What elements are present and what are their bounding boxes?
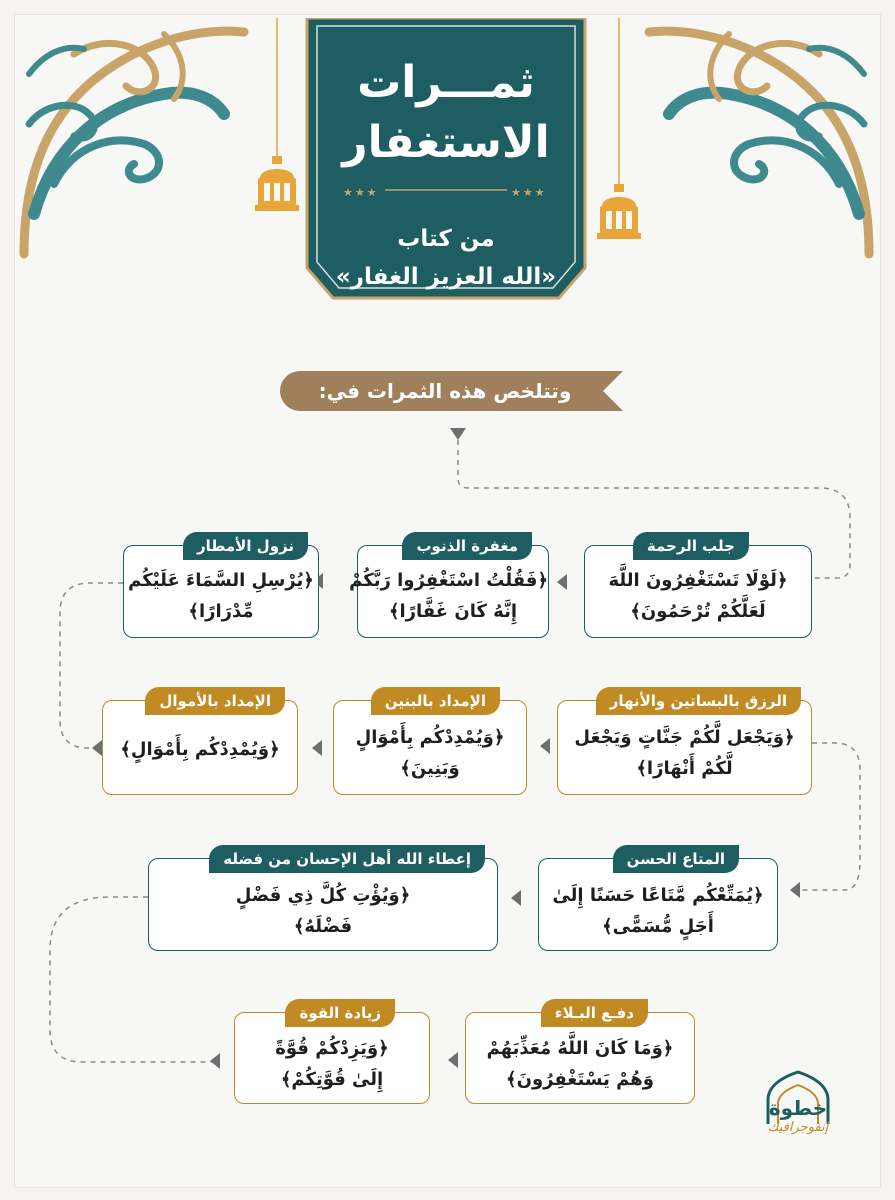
- fruit-title: إعطاء الله أهل الإحسان من فضله: [209, 845, 485, 873]
- verse-line1: ﴿يُرْسِلِ السَّمَاءَ عَلَيْكُم: [128, 570, 314, 591]
- verse-line1: ﴿وَيُؤْتِ كُلَّ ذِي فَضْلٍ: [235, 885, 411, 906]
- fruit-card-forgiveness: [349, 537, 549, 638]
- verse-line2: وَبَنِينَ﴾: [400, 758, 460, 779]
- fruit-card-gardens: [557, 692, 812, 795]
- fruit-title: نزول الأمطار: [183, 532, 308, 560]
- subtitle-line1: من كتاب: [397, 226, 495, 252]
- title-line1: ثمـــرات: [357, 57, 535, 108]
- fruit-title: المتاع الحسن: [613, 845, 739, 873]
- stars-right: ★★★: [511, 186, 547, 199]
- fruit-title: زيادة القوة: [285, 999, 395, 1027]
- fruit-card-children: [333, 692, 527, 795]
- arrow-icon: [557, 574, 567, 590]
- fruit-card-wealth: [102, 692, 298, 795]
- arrow-icon: [511, 890, 521, 906]
- verse-line2: مِّدْرَارًا﴾: [188, 601, 254, 622]
- logo-text: إنفوجرافيك: [767, 1120, 829, 1135]
- fruit-card-rain: [123, 537, 319, 638]
- brand-logo: [738, 1068, 858, 1152]
- arrow-icon: [790, 882, 800, 898]
- arrow-icon: [92, 740, 102, 756]
- arrow-icon: [540, 738, 550, 754]
- verse-line1: ﴿وَيَجْعَل لَّكُمْ جَنَّاتٍ وَيَجْعَل: [574, 727, 795, 748]
- fruit-card-bounty: [148, 850, 498, 951]
- title-line2: الاستغفار: [342, 117, 550, 168]
- arrow-icon: [210, 1053, 220, 1069]
- verse-line1: ﴿وَيُمْدِدْكُم بِأَمْوَالٍ: [355, 727, 505, 748]
- fruit-card-calamity: [465, 1004, 695, 1104]
- verse-line2: أَجَلٍ مُّسَمًّى﴾: [602, 916, 714, 937]
- verse-line1: ﴿وَمَا كَانَ اللَّهُ مُعَذِّبَهُمْ: [486, 1038, 674, 1059]
- fruit-title: الإمداد بالأموال: [145, 687, 285, 715]
- verse-line2: وَهُمْ يَسْتَغْفِرُونَ﴾: [506, 1069, 654, 1090]
- fruit-card-enjoyment: [538, 850, 778, 951]
- verse-line1: ﴿وَيُمْدِدْكُم بِأَمْوَالٍ﴾: [120, 739, 280, 760]
- logo-mark: خطوة: [768, 1096, 828, 1120]
- arrow-icon: [312, 740, 322, 756]
- stars-left: ★★★: [343, 186, 379, 199]
- arrow-icon: [448, 1052, 458, 1068]
- verse-line1: ﴿يُمَتِّعْكُم مَّتَاعًا حَسَنًا إِلَىٰ: [552, 885, 764, 906]
- verse-line1: ﴿فَقُلْتُ اسْتَغْفِرُوا رَبَّكُمْ: [349, 570, 548, 591]
- verse-line2: فَضْلَهُ﴾: [293, 916, 353, 937]
- intro-text: وتتلخص هذه الثمرات في:: [318, 379, 572, 403]
- fruit-title: الرزق بالبساتين والأنهار: [596, 687, 801, 715]
- verse-line1: ﴿وَيَزِدْكُمْ قُوَّةً: [275, 1038, 389, 1059]
- fruit-card-mercy: [584, 537, 812, 638]
- fruit-title: جلب الرحمة: [633, 532, 749, 560]
- fruit-title: دفـع البـلاء: [541, 999, 648, 1027]
- verse-line2: لَعَلَّكُمْ تُرْحَمُونَ﴾: [630, 601, 766, 622]
- verse-line2: إِنَّهُ كَانَ غَفَّارًا﴾: [388, 601, 518, 622]
- fruit-title: مغفرة الذنوب: [402, 532, 532, 560]
- subtitle-line2: «الله العزيز الغفار»: [335, 264, 557, 290]
- fruit-title: الإمداد بالبنين: [371, 687, 500, 715]
- fruit-card-strength: [234, 1004, 430, 1104]
- verse-line2: إِلَىٰ قُوَّتِكُمْ﴾: [280, 1069, 384, 1090]
- verse-line1: ﴿لَوْلَا تَسْتَغْفِرُونَ اللَّهَ: [608, 570, 788, 591]
- verse-line2: لَّكُمْ أَنْهَارًا﴾: [636, 758, 733, 779]
